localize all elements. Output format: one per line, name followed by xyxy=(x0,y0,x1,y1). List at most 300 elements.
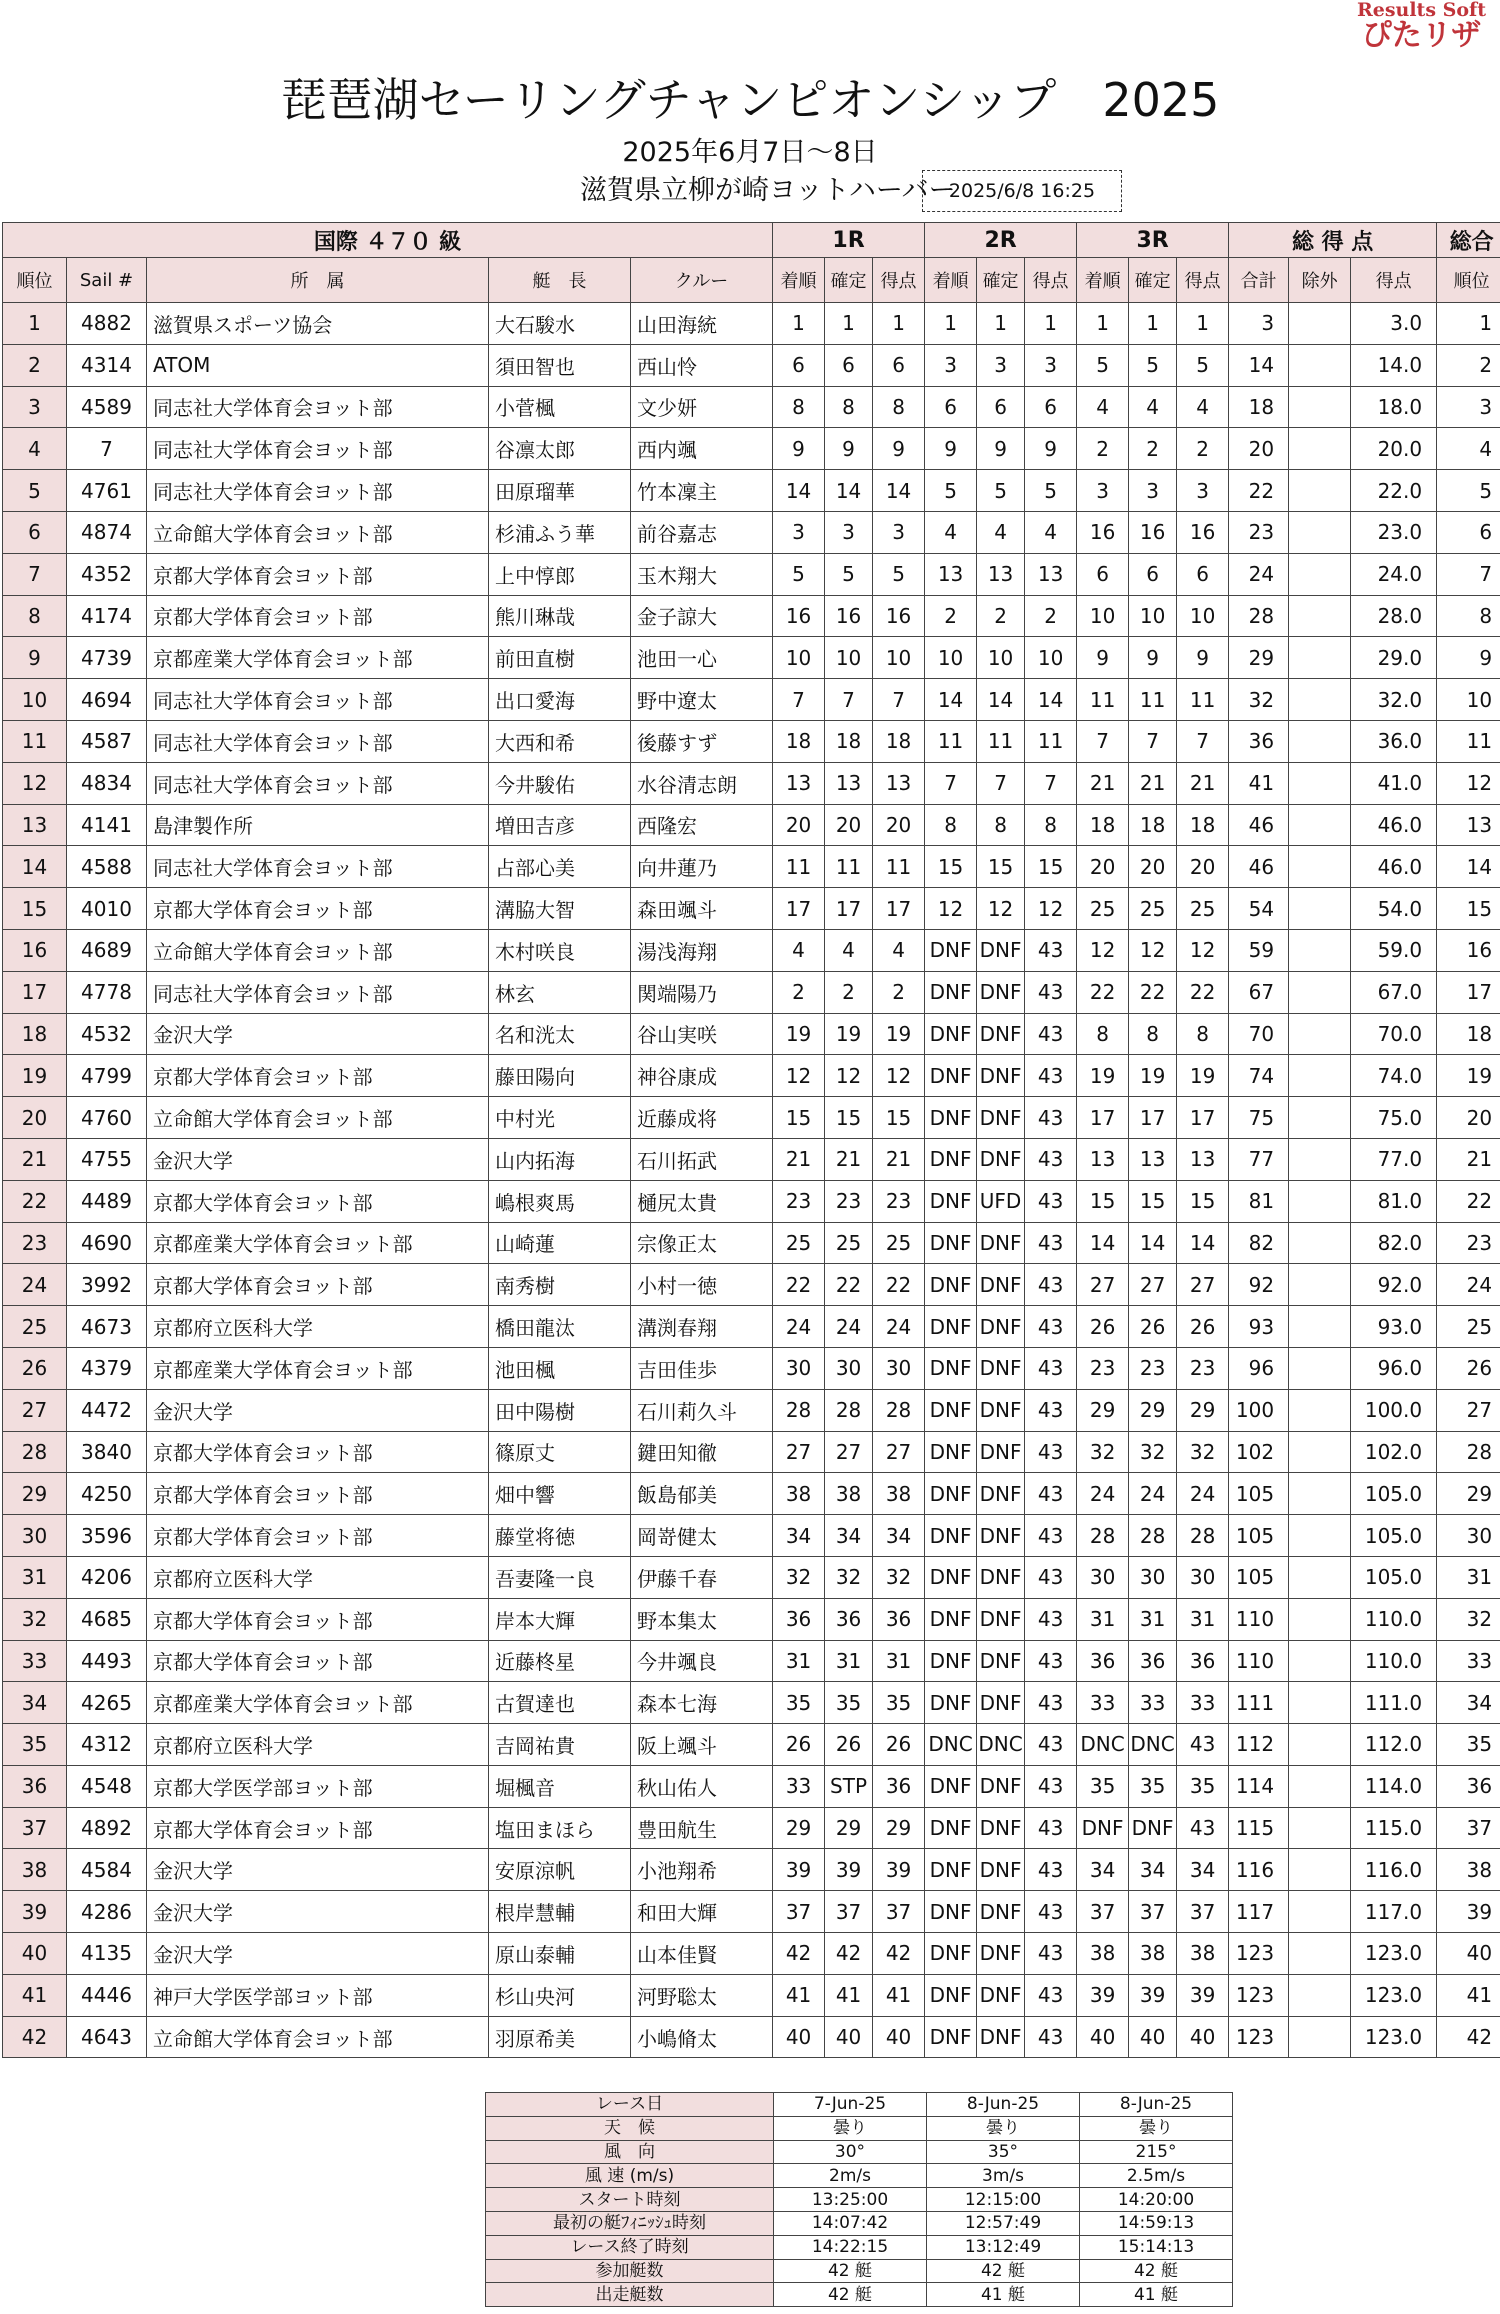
condition-label: 参加艇数 xyxy=(486,2259,774,2283)
r2-finish-cell: DNF xyxy=(925,2016,977,2058)
r3-points-cell: 1 xyxy=(1177,303,1229,345)
crew-cell: 溝渕春翔 xyxy=(631,1306,773,1348)
r2-points-cell: 43 xyxy=(1025,1138,1077,1180)
rank-cell: 19 xyxy=(3,1055,67,1097)
r1-finish-cell: 4 xyxy=(773,929,825,971)
excluded-cell xyxy=(1289,846,1351,888)
r3-points-cell: 9 xyxy=(1177,637,1229,679)
r2-points-cell: 2 xyxy=(1025,595,1077,637)
r2-finish-cell: DNF xyxy=(925,1180,977,1222)
excluded-cell xyxy=(1289,1138,1351,1180)
r3-points-cell: 10 xyxy=(1177,595,1229,637)
r2-finish-cell: 4 xyxy=(925,511,977,553)
sail-number-cell: 4892 xyxy=(67,1807,147,1849)
r3-confirmed-cell: DNC xyxy=(1129,1724,1177,1766)
sum-cell: 67 xyxy=(1229,971,1289,1013)
score-cell: 123.0 xyxy=(1351,1933,1437,1975)
rank-cell: 37 xyxy=(3,1807,67,1849)
rank-cell: 35 xyxy=(3,1724,67,1766)
r1-confirmed-cell: 23 xyxy=(825,1180,873,1222)
r2-finish-cell: 10 xyxy=(925,637,977,679)
r1-points-cell: 25 xyxy=(873,1222,925,1264)
r3-points-cell: 8 xyxy=(1177,1013,1229,1055)
score-cell: 115.0 xyxy=(1351,1807,1437,1849)
r2-confirmed-header: 確定 xyxy=(977,258,1025,303)
excluded-cell xyxy=(1289,1682,1351,1724)
r3-finish-cell: 40 xyxy=(1077,2016,1129,2058)
crew-cell: 小村一徳 xyxy=(631,1264,773,1306)
r1-confirmed-cell: 30 xyxy=(825,1347,873,1389)
club-cell: 京都府立医科大学 xyxy=(147,1724,489,1766)
club-cell: 京都産業大学体育会ヨット部 xyxy=(147,1222,489,1264)
r3-finish-cell: 12 xyxy=(1077,929,1129,971)
excluded-cell xyxy=(1289,2016,1351,2058)
r3-finish-cell: 5 xyxy=(1077,344,1129,386)
r3-finish-cell: 33 xyxy=(1077,1682,1129,1724)
score-cell: 20.0 xyxy=(1351,428,1437,470)
excluded-cell xyxy=(1289,1891,1351,1933)
r1-finish-cell: 2 xyxy=(773,971,825,1013)
score-cell: 114.0 xyxy=(1351,1765,1437,1807)
excluded-cell xyxy=(1289,1974,1351,2016)
condition-value-race2: 12:15:00 xyxy=(927,2188,1080,2212)
r1-finish-cell: 30 xyxy=(773,1347,825,1389)
r2-points-cell: 1 xyxy=(1025,303,1077,345)
r2-finish-cell: 12 xyxy=(925,888,977,930)
r1-finish-cell: 3 xyxy=(773,511,825,553)
r1-confirmed-cell: 36 xyxy=(825,1598,873,1640)
crew-cell: 小嶋脩太 xyxy=(631,2016,773,2058)
rank-cell: 41 xyxy=(3,1974,67,2016)
excluded-cell xyxy=(1289,1431,1351,1473)
r1-confirmed-cell: 20 xyxy=(825,804,873,846)
r2-finish-cell: 8 xyxy=(925,804,977,846)
excluded-cell xyxy=(1289,720,1351,762)
r1-confirmed-cell: 42 xyxy=(825,1933,873,1975)
r1-confirmed-cell: 12 xyxy=(825,1055,873,1097)
r2-points-cell: 43 xyxy=(1025,1222,1077,1264)
condition-value-race3: 14:59:13 xyxy=(1080,2211,1233,2235)
event-dates: 2025年6月7日～8日 xyxy=(622,137,878,168)
r2-finish-cell: DNF xyxy=(925,1055,977,1097)
excluded-cell xyxy=(1289,762,1351,804)
r3-points-cell: 29 xyxy=(1177,1389,1229,1431)
r2-confirmed-cell: 11 xyxy=(977,720,1025,762)
r3-confirmed-cell: 3 xyxy=(1129,470,1177,512)
condition-row xyxy=(486,2164,1233,2188)
rank-cell: 5 xyxy=(3,470,67,512)
excluded-cell xyxy=(1289,1222,1351,1264)
helm-cell: 占部心美 xyxy=(489,846,631,888)
r2-points-cell: 6 xyxy=(1025,386,1077,428)
r1-confirmed-cell: 21 xyxy=(825,1138,873,1180)
r2-finish-cell: 3 xyxy=(925,344,977,386)
r3-confirmed-cell: 12 xyxy=(1129,929,1177,971)
helm-cell: 吉岡祐貴 xyxy=(489,1724,631,1766)
table-row xyxy=(3,1138,1500,1180)
r1-confirmed-cell: 1 xyxy=(825,303,873,345)
r2-points-cell: 10 xyxy=(1025,637,1077,679)
sum-cell: 77 xyxy=(1229,1138,1289,1180)
helm-cell: 前田直樹 xyxy=(489,637,631,679)
club-cell: 京都大学体育会ヨット部 xyxy=(147,1431,489,1473)
r2-confirmed-cell: DNF xyxy=(977,1891,1025,1933)
r3-points-cell: 26 xyxy=(1177,1306,1229,1348)
r1-confirmed-cell: 7 xyxy=(825,679,873,721)
r2-points-cell: 43 xyxy=(1025,1640,1077,1682)
helm-cell: 原山泰輔 xyxy=(489,1933,631,1975)
sum-cell: 74 xyxy=(1229,1055,1289,1097)
table-row xyxy=(3,428,1500,470)
table-row xyxy=(3,1974,1500,2016)
r2-finish-cell: DNF xyxy=(925,1849,977,1891)
r2-points-cell: 43 xyxy=(1025,1682,1077,1724)
r1-points-cell: 38 xyxy=(873,1473,925,1515)
r3-confirmed-cell: 8 xyxy=(1129,1013,1177,1055)
condition-value-race2: 42 艇 xyxy=(927,2259,1080,2283)
helm-cell: 近藤柊星 xyxy=(489,1640,631,1682)
r1-points-cell: 42 xyxy=(873,1933,925,1975)
sum-cell: 32 xyxy=(1229,679,1289,721)
r2-confirmed-cell: DNF xyxy=(977,971,1025,1013)
club-cell: 京都大学体育会ヨット部 xyxy=(147,1515,489,1557)
r3-confirmed-cell: 25 xyxy=(1129,888,1177,930)
r3-finish-cell: 15 xyxy=(1077,1180,1129,1222)
club-cell: 立命館大学体育会ヨット部 xyxy=(147,929,489,971)
r1-confirmed-cell: 2 xyxy=(825,971,873,1013)
score-cell: 105.0 xyxy=(1351,1473,1437,1515)
r1-points-cell: 12 xyxy=(873,1055,925,1097)
r3-finish-cell: 34 xyxy=(1077,1849,1129,1891)
r3-confirmed-cell: 36 xyxy=(1129,1640,1177,1682)
r2-confirmed-cell: 9 xyxy=(977,428,1025,470)
score-cell: 96.0 xyxy=(1351,1347,1437,1389)
r1-confirmed-cell: 17 xyxy=(825,888,873,930)
r2-points-cell: 43 xyxy=(1025,1765,1077,1807)
condition-label: 最初の艇ﾌｨﾆｯｼｭ時刻 xyxy=(486,2211,774,2235)
table-row xyxy=(3,2016,1500,2058)
club-cell: 同志社大学体育会ヨット部 xyxy=(147,971,489,1013)
r2-finish-cell: DNF xyxy=(925,1347,977,1389)
sum-cell: 81 xyxy=(1229,1180,1289,1222)
r1-finish-cell: 25 xyxy=(773,1222,825,1264)
excluded-cell xyxy=(1289,971,1351,1013)
score-cell: 46.0 xyxy=(1351,804,1437,846)
condition-value-race1: 30° xyxy=(774,2140,927,2164)
r2-confirmed-cell: DNF xyxy=(977,1264,1025,1306)
logo-line1: Results Soft xyxy=(1356,0,1486,21)
r2-confirmed-cell: 12 xyxy=(977,888,1025,930)
club-cell: 立命館大学体育会ヨット部 xyxy=(147,511,489,553)
r1-finish-cell: 42 xyxy=(773,1933,825,1975)
r3-confirmed-cell: 24 xyxy=(1129,1473,1177,1515)
r2-points-cell: 11 xyxy=(1025,720,1077,762)
r3-points-cell: 17 xyxy=(1177,1097,1229,1139)
r1-confirmed-cell: 28 xyxy=(825,1389,873,1431)
r1-finish-cell: 40 xyxy=(773,2016,825,2058)
helm-cell: 岸本大輝 xyxy=(489,1598,631,1640)
overall-rank-cell: 35 xyxy=(1437,1724,1500,1766)
r3-confirmed-cell: 2 xyxy=(1129,428,1177,470)
sail-number-cell: 4694 xyxy=(67,679,147,721)
excluded-cell xyxy=(1289,303,1351,345)
sail-number-cell: 4548 xyxy=(67,1765,147,1807)
race3-header: 3R xyxy=(1077,223,1229,258)
r3-points-cell: 14 xyxy=(1177,1222,1229,1264)
r3-confirmed-cell: 34 xyxy=(1129,1849,1177,1891)
r3-points-cell: 2 xyxy=(1177,428,1229,470)
rank-cell: 3 xyxy=(3,386,67,428)
r2-finish-cell: DNF xyxy=(925,1598,977,1640)
overall-rank-cell: 4 xyxy=(1437,428,1500,470)
overall-rank-cell: 19 xyxy=(1437,1055,1500,1097)
crew-cell: 西山怜 xyxy=(631,344,773,386)
rank-cell: 10 xyxy=(3,679,67,721)
excluded-header: 除外 xyxy=(1289,258,1351,303)
excluded-cell xyxy=(1289,1055,1351,1097)
club-cell: ATOM xyxy=(147,344,489,386)
sum-cell: 105 xyxy=(1229,1473,1289,1515)
score-cell: 112.0 xyxy=(1351,1724,1437,1766)
helm-cell: 羽原希美 xyxy=(489,2016,631,2058)
r1-finish-cell: 34 xyxy=(773,1515,825,1557)
sail-number-cell: 4135 xyxy=(67,1933,147,1975)
r1-points-cell: 8 xyxy=(873,386,925,428)
r1-points-cell: 37 xyxy=(873,1891,925,1933)
r2-finish-cell: 1 xyxy=(925,303,977,345)
helm-cell: 木村咲良 xyxy=(489,929,631,971)
score-cell: 67.0 xyxy=(1351,971,1437,1013)
helm-cell: 古賀達也 xyxy=(489,1682,631,1724)
r3-confirmed-cell: 20 xyxy=(1129,846,1177,888)
r3-finish-cell: 1 xyxy=(1077,303,1129,345)
r3-points-cell: 39 xyxy=(1177,1974,1229,2016)
r1-finish-cell: 6 xyxy=(773,344,825,386)
r3-confirmed-cell: 15 xyxy=(1129,1180,1177,1222)
r1-confirmed-cell: 8 xyxy=(825,386,873,428)
crew-cell: 鍵田知徹 xyxy=(631,1431,773,1473)
rank-cell: 40 xyxy=(3,1933,67,1975)
sail-number-cell: 4761 xyxy=(67,470,147,512)
crew-cell: 森本七海 xyxy=(631,1682,773,1724)
r3-finish-cell: 17 xyxy=(1077,1097,1129,1139)
sail-number-cell: 3596 xyxy=(67,1515,147,1557)
r2-finish-cell: DNF xyxy=(925,1306,977,1348)
crew-cell: 西内颯 xyxy=(631,428,773,470)
sail-number-cell: 4472 xyxy=(67,1389,147,1431)
condition-value-race1: 42 艇 xyxy=(774,2259,927,2283)
r3-finish-cell: 37 xyxy=(1077,1891,1129,1933)
r2-confirmed-cell: 4 xyxy=(977,511,1025,553)
r2-confirmed-cell: DNF xyxy=(977,1306,1025,1348)
r3-points-cell: 31 xyxy=(1177,1598,1229,1640)
r3-confirmed-cell: 19 xyxy=(1129,1055,1177,1097)
club-cell: 同志社大学体育会ヨット部 xyxy=(147,386,489,428)
crew-cell: 秋山佑人 xyxy=(631,1765,773,1807)
table-row xyxy=(3,470,1500,512)
excluded-cell xyxy=(1289,1515,1351,1557)
table-row xyxy=(3,1306,1500,1348)
table-row xyxy=(3,804,1500,846)
sum-cell: 29 xyxy=(1229,637,1289,679)
r2-finish-cell: DNF xyxy=(925,971,977,1013)
sum-cell: 96 xyxy=(1229,1347,1289,1389)
club-cell: 京都大学体育会ヨット部 xyxy=(147,1264,489,1306)
r3-confirmed-cell: 17 xyxy=(1129,1097,1177,1139)
r1-points-cell: 31 xyxy=(873,1640,925,1682)
table-row xyxy=(3,1431,1500,1473)
overall-rank-cell: 22 xyxy=(1437,1180,1500,1222)
r1-points-cell: 11 xyxy=(873,846,925,888)
r3-confirmed-cell: 27 xyxy=(1129,1264,1177,1306)
score-cell: 105.0 xyxy=(1351,1515,1437,1557)
excluded-cell xyxy=(1289,637,1351,679)
club-cell: 京都産業大学体育会ヨット部 xyxy=(147,637,489,679)
table-row xyxy=(3,1055,1500,1097)
sum-cell: 105 xyxy=(1229,1556,1289,1598)
r2-points-cell: 43 xyxy=(1025,1389,1077,1431)
r1-confirmed-cell: 6 xyxy=(825,344,873,386)
table-row xyxy=(3,1598,1500,1640)
crew-cell: 水谷清志朗 xyxy=(631,762,773,804)
sail-number-cell: 3992 xyxy=(67,1264,147,1306)
sail-number-cell: 4446 xyxy=(67,1974,147,2016)
r2-confirmed-cell: DNF xyxy=(977,1473,1025,1515)
helm-cell: 杉浦ふう華 xyxy=(489,511,631,553)
score-cell: 102.0 xyxy=(1351,1431,1437,1473)
race2-header: 2R xyxy=(925,223,1077,258)
table-row xyxy=(3,1347,1500,1389)
condition-label: レース日 xyxy=(486,2093,774,2117)
r2-points-cell: 12 xyxy=(1025,888,1077,930)
r2-finish-cell: DNF xyxy=(925,1389,977,1431)
condition-label: 出走艇数 xyxy=(486,2283,774,2307)
score-cell: 29.0 xyxy=(1351,637,1437,679)
r2-confirmed-cell: DNF xyxy=(977,1013,1025,1055)
condition-row xyxy=(486,2235,1233,2259)
sail-number-cell: 4206 xyxy=(67,1556,147,1598)
sail-number-cell: 4799 xyxy=(67,1055,147,1097)
r3-finish-header: 着順 xyxy=(1077,258,1129,303)
helm-cell: 大石駿水 xyxy=(489,303,631,345)
crew-cell: 後藤すず xyxy=(631,720,773,762)
club-cell: 立命館大学体育会ヨット部 xyxy=(147,2016,489,2058)
r3-confirmed-cell: DNF xyxy=(1129,1807,1177,1849)
club-cell: 金沢大学 xyxy=(147,1013,489,1055)
overall-rank-cell: 40 xyxy=(1437,1933,1500,1975)
condition-value-race1: 13:25:00 xyxy=(774,2188,927,2212)
r2-confirmed-cell: 3 xyxy=(977,344,1025,386)
r2-confirmed-cell: DNF xyxy=(977,1765,1025,1807)
sum-cell: 70 xyxy=(1229,1013,1289,1055)
sail-number-cell: 4010 xyxy=(67,888,147,930)
r3-confirmed-cell: 31 xyxy=(1129,1598,1177,1640)
r2-confirmed-cell: DNF xyxy=(977,1807,1025,1849)
r1-points-cell: 22 xyxy=(873,1264,925,1306)
helm-cell: 塩田まほら xyxy=(489,1807,631,1849)
sum-cell: 82 xyxy=(1229,1222,1289,1264)
r3-points-cell: 3 xyxy=(1177,470,1229,512)
sail-number-cell: 4874 xyxy=(67,511,147,553)
r2-finish-cell: 7 xyxy=(925,762,977,804)
r1-finish-cell: 8 xyxy=(773,386,825,428)
crew-cell: 石川莉久斗 xyxy=(631,1389,773,1431)
score-cell: 100.0 xyxy=(1351,1389,1437,1431)
r1-confirmed-cell: 39 xyxy=(825,1849,873,1891)
overall-rank-cell: 17 xyxy=(1437,971,1500,1013)
overall-rank-cell: 28 xyxy=(1437,1431,1500,1473)
r2-confirmed-cell: DNF xyxy=(977,1640,1025,1682)
crew-cell: 和田大輝 xyxy=(631,1891,773,1933)
r1-finish-cell: 5 xyxy=(773,553,825,595)
r1-confirmed-cell: 38 xyxy=(825,1473,873,1515)
condition-row xyxy=(486,2140,1233,2164)
r3-points-cell: 11 xyxy=(1177,679,1229,721)
overall-rank-cell: 36 xyxy=(1437,1765,1500,1807)
sail-number-cell: 4584 xyxy=(67,1849,147,1891)
r2-finish-cell: DNF xyxy=(925,1138,977,1180)
r3-confirmed-cell: 35 xyxy=(1129,1765,1177,1807)
club-cell: 京都大学体育会ヨット部 xyxy=(147,1640,489,1682)
rank-cell: 25 xyxy=(3,1306,67,1348)
condition-value-race1: 14:07:42 xyxy=(774,2211,927,2235)
r3-finish-cell: 22 xyxy=(1077,971,1129,1013)
r1-points-cell: 7 xyxy=(873,679,925,721)
rank-cell: 21 xyxy=(3,1138,67,1180)
r1-finish-cell: 29 xyxy=(773,1807,825,1849)
club-cell: 同志社大学体育会ヨット部 xyxy=(147,762,489,804)
r3-finish-cell: 20 xyxy=(1077,846,1129,888)
score-cell: 111.0 xyxy=(1351,1682,1437,1724)
overall-rank-cell: 23 xyxy=(1437,1222,1500,1264)
helm-cell: 今井駿佑 xyxy=(489,762,631,804)
crew-cell: 山田海統 xyxy=(631,303,773,345)
condition-label: 風 向 xyxy=(486,2140,774,2164)
r3-finish-cell: 25 xyxy=(1077,888,1129,930)
condition-value-race3: 2.5m/s xyxy=(1080,2164,1233,2188)
excluded-cell xyxy=(1289,1724,1351,1766)
helm-cell: 篠原丈 xyxy=(489,1431,631,1473)
r2-points-cell: 43 xyxy=(1025,1013,1077,1055)
sum-cell: 110 xyxy=(1229,1640,1289,1682)
club-cell: 同志社大学体育会ヨット部 xyxy=(147,679,489,721)
r3-points-cell: 13 xyxy=(1177,1138,1229,1180)
r2-points-cell: 43 xyxy=(1025,1180,1077,1222)
r1-finish-cell: 38 xyxy=(773,1473,825,1515)
club-header: 所 属 xyxy=(147,258,489,303)
r2-points-cell: 43 xyxy=(1025,1849,1077,1891)
r1-confirmed-header: 確定 xyxy=(825,258,873,303)
r3-points-cell: 27 xyxy=(1177,1264,1229,1306)
condition-value-race3: 15:14:13 xyxy=(1080,2235,1233,2259)
r3-confirmed-cell: 7 xyxy=(1129,720,1177,762)
excluded-cell xyxy=(1289,929,1351,971)
sail-number-cell: 4760 xyxy=(67,1097,147,1139)
condition-value-race3: 41 艇 xyxy=(1080,2283,1233,2307)
r2-points-cell: 43 xyxy=(1025,2016,1077,2058)
sum-cell: 100 xyxy=(1229,1389,1289,1431)
helm-cell: 熊川琳哉 xyxy=(489,595,631,637)
club-cell: 京都大学体育会ヨット部 xyxy=(147,1055,489,1097)
table-row xyxy=(3,1849,1500,1891)
r3-finish-cell: 14 xyxy=(1077,1222,1129,1264)
r1-finish-cell: 13 xyxy=(773,762,825,804)
r3-finish-cell: 31 xyxy=(1077,1598,1129,1640)
excluded-cell xyxy=(1289,1765,1351,1807)
r2-confirmed-cell: 2 xyxy=(977,595,1025,637)
r3-finish-cell: 32 xyxy=(1077,1431,1129,1473)
r2-points-cell: 43 xyxy=(1025,1055,1077,1097)
